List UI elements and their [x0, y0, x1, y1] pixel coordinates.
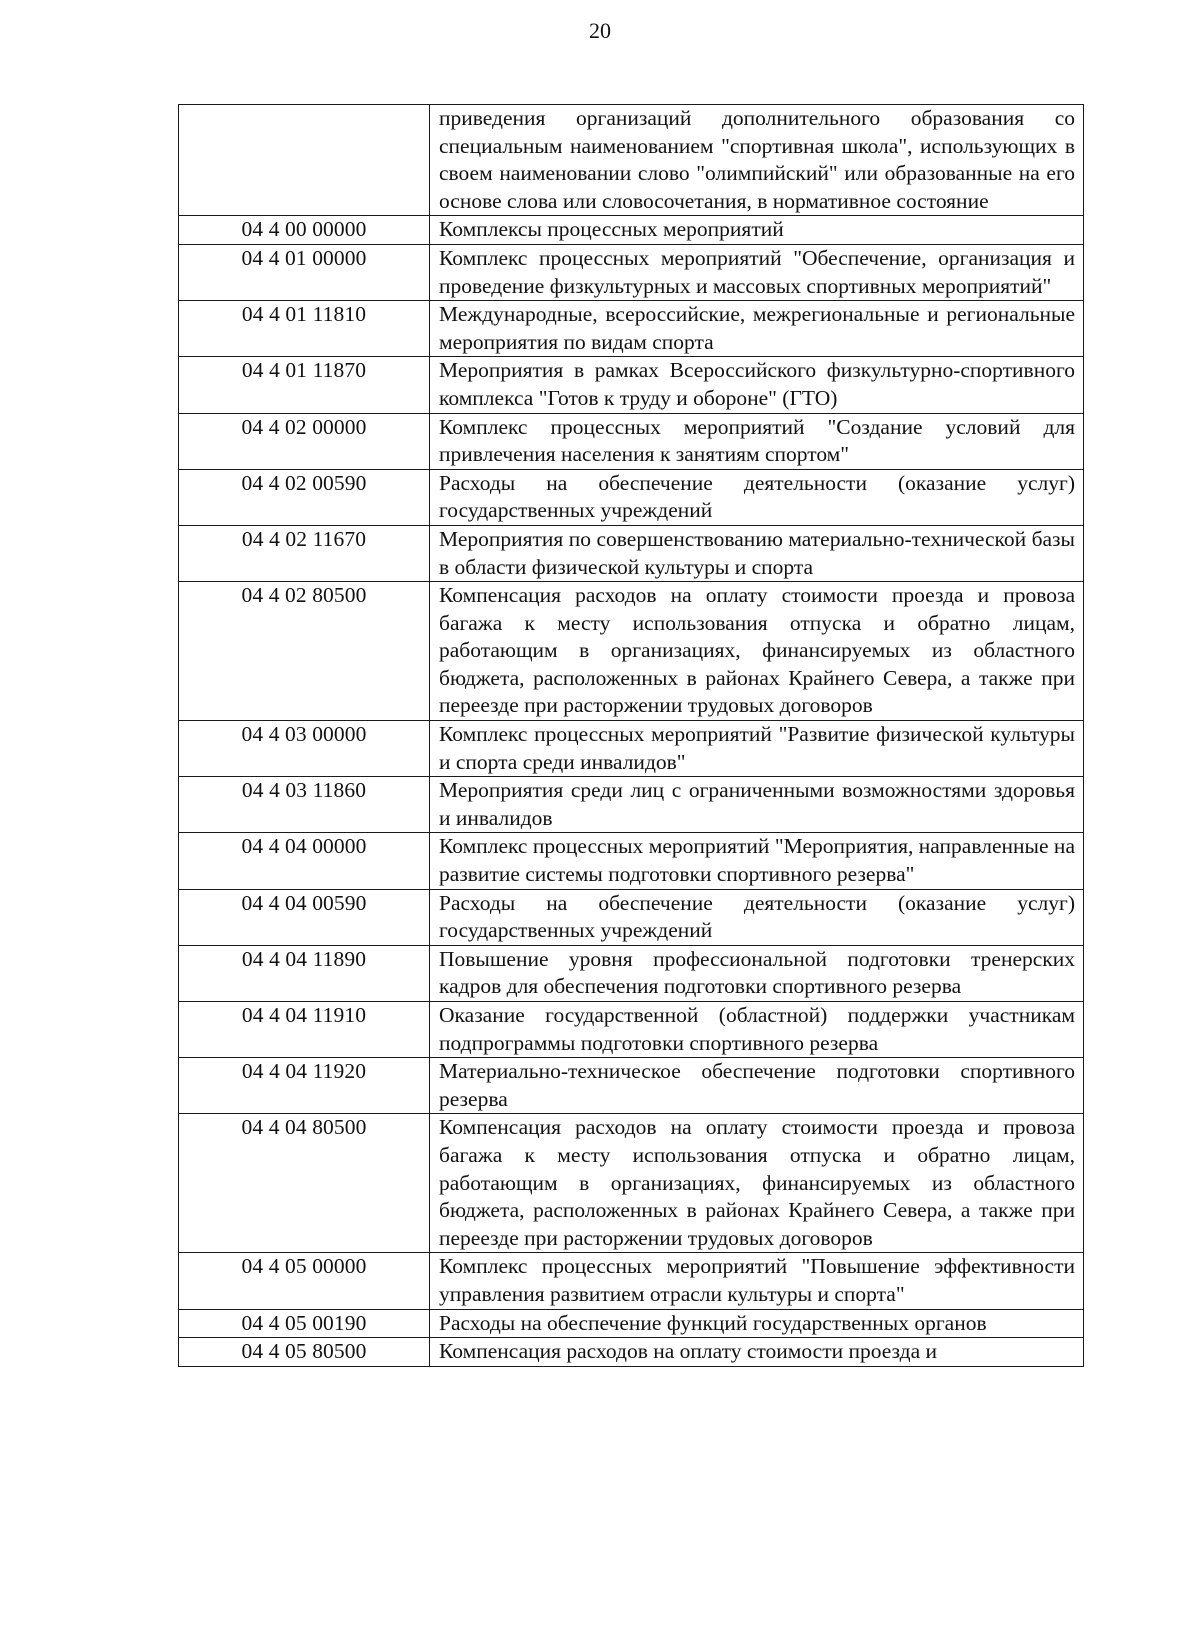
row-description: Оказание государственной (областной) поддержки участникам подпрограммы подготовки спортивного резерва	[430, 1002, 1084, 1058]
row-description: Компенсация расходов на оплату стоимости проезда и провоза багажа к месту использования отпуска и обратно лицам, работающим в организациях, финансируемых из областного бюджета, расположенных в районах Крайнего Севера, а также при переезде при расторжении трудовых договоров	[430, 582, 1084, 721]
table-row	[179, 833, 1084, 889]
table-row	[179, 945, 1084, 1001]
table-row	[179, 1114, 1084, 1253]
row-description: Материально-техническое обеспечение подготовки спортивного резерва	[430, 1058, 1084, 1114]
table-row	[179, 1338, 1084, 1367]
row-code: 04 4 04 00590	[179, 889, 430, 945]
row-code: 04 4 00 00000	[179, 216, 430, 245]
row-description: Мероприятия среди лиц с ограниченными возможностями здоровья и инвалидов	[430, 777, 1084, 833]
row-description: Комплексы процессных мероприятий	[430, 216, 1084, 245]
row-description: Комплекс процессных мероприятий "Повышение эффективности управления развитием отрасли культуры и спорта"	[430, 1253, 1084, 1309]
table-row	[179, 244, 1084, 300]
row-description: Комплекс процессных мероприятий "Обеспечение, организация и проведение физкультурных и массовых спортивных мероприятий"	[430, 244, 1084, 300]
table-row	[179, 216, 1084, 245]
row-description: Компенсация расходов на оплату стоимости проезда и	[430, 1338, 1084, 1367]
row-description: Мероприятия по совершенствованию материально-технической базы в области физической культуры и спорта	[430, 525, 1084, 581]
row-description: Мероприятия в рамках Всероссийского физкультурно-спортивного комплекса "Готов к труду и обороне" (ГТО)	[430, 357, 1084, 413]
row-code: 04 4 04 80500	[179, 1114, 430, 1253]
table-row	[179, 1058, 1084, 1114]
row-code: 04 4 04 11920	[179, 1058, 430, 1114]
table-row	[179, 1002, 1084, 1058]
table-row	[179, 721, 1084, 777]
row-code: 04 4 04 00000	[179, 833, 430, 889]
row-code: 04 4 05 80500	[179, 1338, 430, 1367]
row-code: 04 4 02 00000	[179, 413, 430, 469]
row-code: 04 4 03 11860	[179, 777, 430, 833]
table-row	[179, 357, 1084, 413]
table-row	[179, 301, 1084, 357]
row-code: 04 4 05 00190	[179, 1309, 430, 1338]
table-row	[179, 413, 1084, 469]
page-number: 20	[589, 18, 611, 43]
row-code: 04 4 01 11870	[179, 357, 430, 413]
row-description: Расходы на обеспечение функций государственных органов	[430, 1309, 1084, 1338]
table-row	[179, 1309, 1084, 1338]
row-description: Расходы на обеспечение деятельности (оказание услуг) государственных учреждений	[430, 469, 1084, 525]
table-row	[179, 105, 1084, 216]
table-row	[179, 777, 1084, 833]
row-description: приведения организаций дополнительного образования со специальным наименованием "спортивная школа", использующих в своем наименовании слово "олимпийский" или образованные на его основе слова или словосочетания, в нормативное состояние	[430, 105, 1084, 216]
table-row	[179, 525, 1084, 581]
row-code: 04 4 02 80500	[179, 582, 430, 721]
row-code: 04 4 01 11810	[179, 301, 430, 357]
row-description: Повышение уровня профессиональной подготовки тренерских кадров для обеспечения подготовки спортивного резерва	[430, 945, 1084, 1001]
row-description: Комплекс процессных мероприятий "Развитие физической культуры и спорта среди инвалидов"	[430, 721, 1084, 777]
row-code: 04 4 02 00590	[179, 469, 430, 525]
table-row	[179, 1253, 1084, 1309]
row-code	[179, 105, 430, 216]
row-code: 04 4 01 00000	[179, 244, 430, 300]
table-row	[179, 469, 1084, 525]
table-row	[179, 889, 1084, 945]
row-description: Компенсация расходов на оплату стоимости проезда и провоза багажа к месту использования отпуска и обратно лицам, работающим в организациях, финансируемых из областного бюджета, расположенных в районах Крайнего Севера, а также при переезде при расторжении трудовых договоров	[430, 1114, 1084, 1253]
row-description: Комплекс процессных мероприятий "Мероприятия, направленные на развитие системы подготовки спортивного резерва"	[430, 833, 1084, 889]
row-description: Международные, всероссийские, межрегиональные и региональные мероприятия по видам спорта	[430, 301, 1084, 357]
row-code: 04 4 04 11890	[179, 945, 430, 1001]
budget-classification-table	[178, 104, 1084, 1367]
row-code: 04 4 03 00000	[179, 721, 430, 777]
row-code: 04 4 04 11910	[179, 1002, 430, 1058]
table-row	[179, 582, 1084, 721]
row-description: Расходы на обеспечение деятельности (оказание услуг) государственных учреждений	[430, 889, 1084, 945]
row-code: 04 4 02 11670	[179, 525, 430, 581]
row-description: Комплекс процессных мероприятий "Создание условий для привлечения населения к занятиям спортом"	[430, 413, 1084, 469]
row-code: 04 4 05 00000	[179, 1253, 430, 1309]
